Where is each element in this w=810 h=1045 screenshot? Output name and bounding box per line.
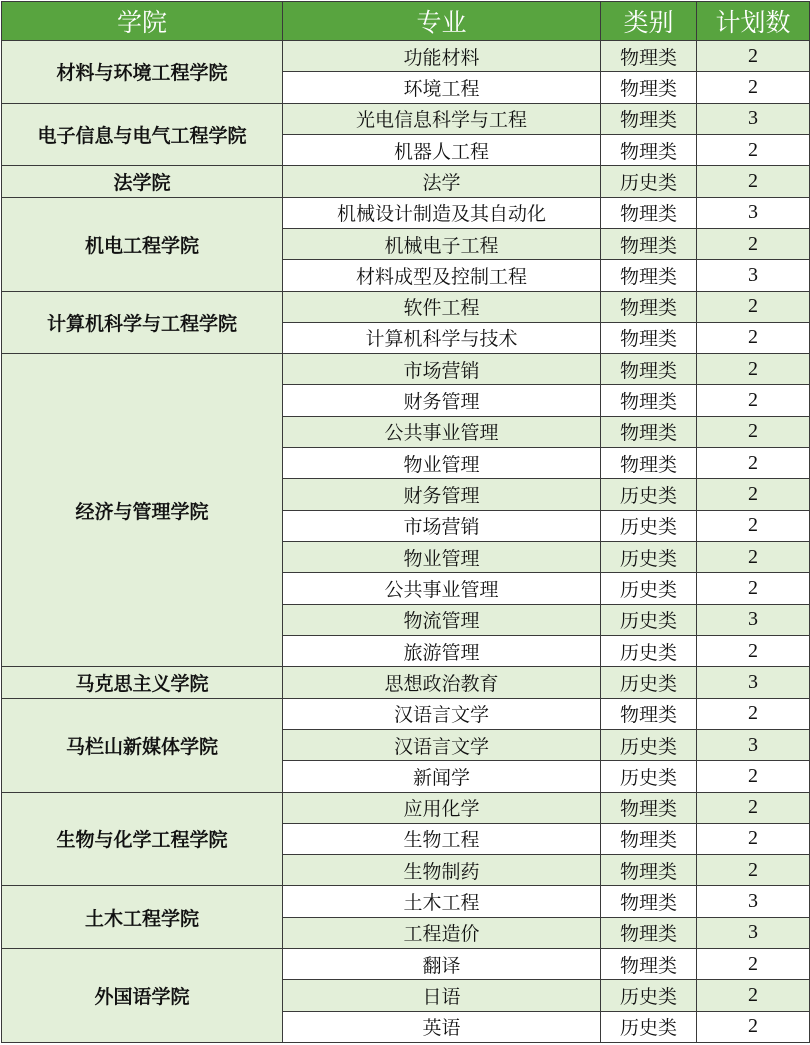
plan-cell: 3 <box>697 260 810 291</box>
plan-cell: 2 <box>697 41 810 72</box>
major-cell: 汉语言文学 <box>283 698 601 729</box>
plan-cell: 2 <box>697 980 810 1011</box>
major-cell: 汉语言文学 <box>283 729 601 760</box>
college-cell: 材料与环境工程学院 <box>2 41 283 104</box>
plan-cell: 2 <box>697 823 810 854</box>
major-cell: 机械电子工程 <box>283 228 601 259</box>
plan-cell: 3 <box>697 197 810 228</box>
major-cell: 公共事业管理 <box>283 416 601 447</box>
plan-cell: 2 <box>697 72 810 103</box>
table-row <box>2 291 810 322</box>
plan-cell: 3 <box>697 729 810 760</box>
plan-cell: 2 <box>697 479 810 510</box>
table-row <box>2 886 810 917</box>
category-cell: 物理类 <box>601 291 697 322</box>
plan-cell: 2 <box>697 291 810 322</box>
major-cell: 市场营销 <box>283 354 601 385</box>
enrollment-plan-table <box>1 1 810 1043</box>
major-cell: 旅游管理 <box>283 635 601 666</box>
major-cell: 法学 <box>283 166 601 197</box>
header-category: 类别 <box>601 2 697 41</box>
plan-cell: 2 <box>697 134 810 165</box>
table-row <box>2 698 810 729</box>
major-cell: 公共事业管理 <box>283 573 601 604</box>
plan-cell: 2 <box>697 385 810 416</box>
table-row <box>2 41 810 72</box>
category-cell: 物理类 <box>601 72 697 103</box>
category-cell: 物理类 <box>601 416 697 447</box>
college-cell: 马栏山新媒体学院 <box>2 698 283 792</box>
major-cell: 日语 <box>283 980 601 1011</box>
category-cell: 历史类 <box>601 980 697 1011</box>
major-cell: 财务管理 <box>283 385 601 416</box>
category-cell: 历史类 <box>601 573 697 604</box>
major-cell: 物流管理 <box>283 604 601 635</box>
plan-cell: 2 <box>697 1011 810 1042</box>
plan-cell: 2 <box>697 166 810 197</box>
category-cell: 历史类 <box>601 667 697 698</box>
category-cell: 物理类 <box>601 448 697 479</box>
major-cell: 材料成型及控制工程 <box>283 260 601 291</box>
plan-cell: 3 <box>697 917 810 948</box>
category-cell: 物理类 <box>601 385 697 416</box>
plan-cell: 3 <box>697 604 810 635</box>
category-cell: 物理类 <box>601 354 697 385</box>
plan-cell: 2 <box>697 354 810 385</box>
college-cell: 计算机科学与工程学院 <box>2 291 283 354</box>
plan-cell: 3 <box>697 886 810 917</box>
major-cell: 市场营销 <box>283 510 601 541</box>
college-cell: 生物与化学工程学院 <box>2 792 283 886</box>
plan-cell: 3 <box>697 103 810 134</box>
major-cell: 功能材料 <box>283 41 601 72</box>
category-cell: 历史类 <box>601 542 697 573</box>
table-row <box>2 949 810 980</box>
major-cell: 财务管理 <box>283 479 601 510</box>
category-cell: 物理类 <box>601 41 697 72</box>
header-college: 学院 <box>2 2 283 41</box>
college-cell: 马克思主义学院 <box>2 667 283 698</box>
major-cell: 思想政治教育 <box>283 667 601 698</box>
major-cell: 物业管理 <box>283 542 601 573</box>
major-cell: 土木工程 <box>283 886 601 917</box>
table-row <box>2 103 810 134</box>
category-cell: 历史类 <box>601 510 697 541</box>
major-cell: 工程造价 <box>283 917 601 948</box>
plan-cell: 2 <box>697 855 810 886</box>
header-plan: 计划数 <box>697 2 810 41</box>
category-cell: 物理类 <box>601 698 697 729</box>
major-cell: 新闻学 <box>283 761 601 792</box>
major-cell: 光电信息科学与工程 <box>283 103 601 134</box>
major-cell: 机械设计制造及其自动化 <box>283 197 601 228</box>
table-row <box>2 354 810 385</box>
plan-cell: 2 <box>697 448 810 479</box>
plan-cell: 2 <box>697 322 810 353</box>
table-row <box>2 667 810 698</box>
plan-cell: 2 <box>697 949 810 980</box>
category-cell: 物理类 <box>601 792 697 823</box>
category-cell: 物理类 <box>601 103 697 134</box>
plan-cell: 2 <box>697 573 810 604</box>
major-cell: 环境工程 <box>283 72 601 103</box>
plan-cell: 2 <box>697 761 810 792</box>
header-row <box>2 2 810 41</box>
plan-cell: 2 <box>697 635 810 666</box>
category-cell: 历史类 <box>601 166 697 197</box>
college-cell: 土木工程学院 <box>2 886 283 949</box>
major-cell: 计算机科学与技术 <box>283 322 601 353</box>
category-cell: 物理类 <box>601 917 697 948</box>
category-cell: 物理类 <box>601 886 697 917</box>
college-cell: 机电工程学院 <box>2 197 283 291</box>
category-cell: 物理类 <box>601 228 697 259</box>
category-cell: 历史类 <box>601 635 697 666</box>
college-cell: 经济与管理学院 <box>2 354 283 667</box>
major-cell: 物业管理 <box>283 448 601 479</box>
table-body <box>2 41 810 1043</box>
plan-cell: 2 <box>697 510 810 541</box>
major-cell: 英语 <box>283 1011 601 1042</box>
header-major: 专业 <box>283 2 601 41</box>
plan-cell: 2 <box>697 228 810 259</box>
plan-cell: 2 <box>697 792 810 823</box>
major-cell: 软件工程 <box>283 291 601 322</box>
category-cell: 物理类 <box>601 197 697 228</box>
college-cell: 法学院 <box>2 166 283 197</box>
category-cell: 历史类 <box>601 604 697 635</box>
major-cell: 机器人工程 <box>283 134 601 165</box>
category-cell: 历史类 <box>601 761 697 792</box>
category-cell: 物理类 <box>601 855 697 886</box>
college-cell: 电子信息与电气工程学院 <box>2 103 283 166</box>
table-row <box>2 792 810 823</box>
college-cell: 外国语学院 <box>2 949 283 1043</box>
category-cell: 物理类 <box>601 134 697 165</box>
plan-cell: 3 <box>697 667 810 698</box>
major-cell: 应用化学 <box>283 792 601 823</box>
category-cell: 物理类 <box>601 322 697 353</box>
plan-cell: 2 <box>697 542 810 573</box>
major-cell: 生物制药 <box>283 855 601 886</box>
category-cell: 物理类 <box>601 949 697 980</box>
table-row <box>2 166 810 197</box>
plan-cell: 2 <box>697 698 810 729</box>
category-cell: 历史类 <box>601 729 697 760</box>
plan-cell: 2 <box>697 416 810 447</box>
category-cell: 物理类 <box>601 823 697 854</box>
major-cell: 生物工程 <box>283 823 601 854</box>
category-cell: 物理类 <box>601 260 697 291</box>
category-cell: 历史类 <box>601 1011 697 1042</box>
table-row <box>2 197 810 228</box>
category-cell: 历史类 <box>601 479 697 510</box>
major-cell: 翻译 <box>283 949 601 980</box>
